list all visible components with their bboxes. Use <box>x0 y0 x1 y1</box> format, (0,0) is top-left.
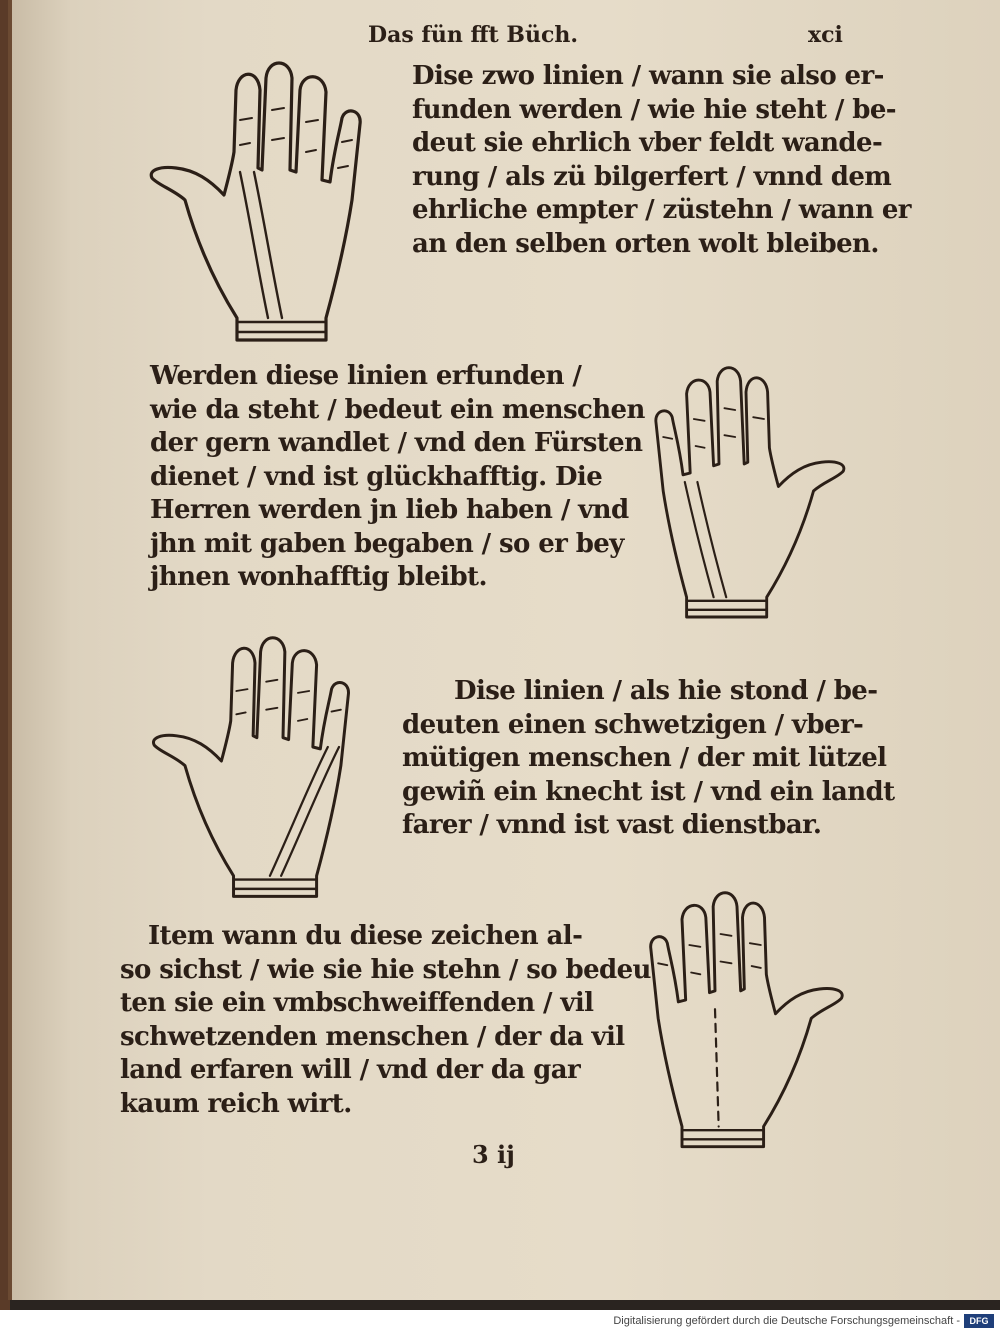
text-line: schwetzenden menschen / der da vil <box>120 1021 625 1052</box>
text-line: dienet / vnd ist glückhafftig. Die <box>150 461 603 492</box>
text-line: Dise linien / als hie stond / be- <box>454 676 878 706</box>
text-line: jhn mit gaben begaben / so er bey <box>150 528 624 559</box>
passage-3 <box>402 675 895 843</box>
text-line: funden werden / wie hie steht / be- <box>412 94 896 125</box>
text-line: der gern wandlet / vnd den Fürsten <box>150 428 643 458</box>
palm-woodcut-4 <box>630 890 855 1165</box>
text-line: deuten einen schwetzigen / vber- <box>402 709 864 740</box>
text-line: kaum reich wirt. <box>120 1088 352 1119</box>
text-line: jhnen wonhafftig bleibt. <box>150 562 487 592</box>
text-line: land erfaren will / vnd der da gar <box>120 1055 581 1085</box>
running-title: Das fün fft Büch. <box>368 22 579 48</box>
text-line: gewiñ ein knecht ist / vnd ein landt <box>402 776 895 807</box>
text-line: ten sie ein vmbschweiffenden / vil <box>120 988 594 1018</box>
text-line: wie da steht / bedeut ein menschen <box>150 394 645 425</box>
folio-number: xci <box>808 22 843 48</box>
palm-woodcut-3 <box>140 635 370 915</box>
text-line: Herren werden jn lieb haben / vnd <box>150 495 629 525</box>
text-line: farer / vnnd ist vast dienstbar. <box>402 810 822 840</box>
palm-woodcut-1 <box>140 60 380 360</box>
text-line: an den selben orten wolt bleiben. <box>412 228 879 259</box>
dfg-logo: DFG <box>964 1314 994 1328</box>
text-line: Item wann du diese zeichen al- <box>148 921 583 951</box>
signature-mark: 3 ij <box>472 1140 515 1169</box>
palm-woodcut-2 <box>636 365 856 635</box>
footer-bar <box>0 1310 1000 1334</box>
text-line: so sichst / wie sie hie stehn / so bedeu <box>120 954 651 985</box>
text-line: rung / als zü bilgerfert / vnnd dem <box>412 161 892 192</box>
text-line: mütigen menschen / der mit lützel <box>402 743 887 773</box>
text-line: Dise zwo linien / wann sie also er- <box>412 61 884 91</box>
passage-4 <box>120 920 651 1121</box>
passage-1 <box>412 60 911 261</box>
passage-2 <box>150 360 645 595</box>
text-line: deut sie ehrlich vber feldt wande- <box>412 128 883 158</box>
funding-credit: Digitalisierung gefördert durch die Deutsche Forschungsgemeinschaft - <box>613 1315 960 1327</box>
text-line: Werden diese linien erfunden / <box>150 361 582 391</box>
text-line: ehrliche empter / züstehn / wann er <box>412 195 911 225</box>
